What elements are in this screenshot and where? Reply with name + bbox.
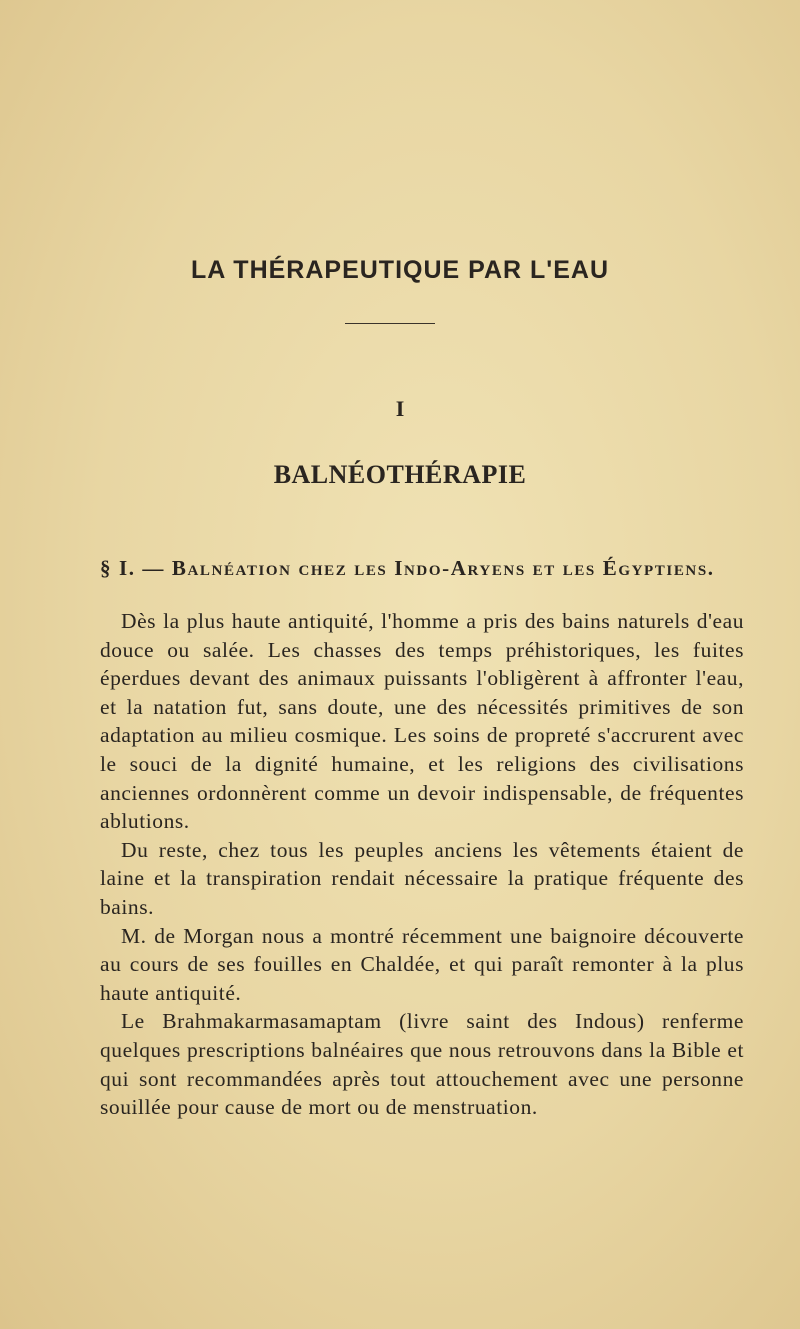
section-heading: § I. — Balnéation chez les Indo-Aryens et les Égyptiens. bbox=[100, 556, 715, 580]
paragraph-1: Dès la plus haute antiquité, l'homme a pris des bains naturels d'eau douce ou salée. Les chasses des temps préhistoriques, les fuites éperdues devant des animaux puissants l'obligèrent à affronter l'eau, et la natation fut, sans doute, une des nécessités primitives de son adaptation au milieu cosmique. Les soins de propreté s'accrurent avec le souci de la dignité humaine, et les religions des civilisations anciennes ordonnèrent comme un devoir indispensable, de fréquentes ablutions. bbox=[100, 609, 744, 834]
chapter-title: BALNÉOTHÉRAPIE bbox=[273, 460, 527, 489]
paragraph-2: Du reste, chez tous les peuples anciens les vêtements étaient de laine et la transpiration rendait nécessaire la pratique fréquente des bains. bbox=[100, 837, 744, 919]
body-text bbox=[100, 607, 744, 1122]
paragraph-4: Le Brahmakarmasamaptam (livre saint des Indous) renferme quelques prescriptions balnéaires que nous retrouvons dans la Bible et qui sont recommandées après tout attouchement avec une personne souillée pour cause de mort ou de menstruation. bbox=[100, 1009, 744, 1120]
title-divider bbox=[345, 323, 435, 324]
paragraph-3: M. de Morgan nous a montré récemment une baignoire découverte au cours de ses fouilles en Chaldée, et qui paraît remonter à la plus haute antiquité. bbox=[100, 923, 744, 1005]
book-title: LA THÉRAPEUTIQUE PAR L'EAU bbox=[190, 256, 610, 284]
chapter-number: I bbox=[395, 396, 405, 421]
